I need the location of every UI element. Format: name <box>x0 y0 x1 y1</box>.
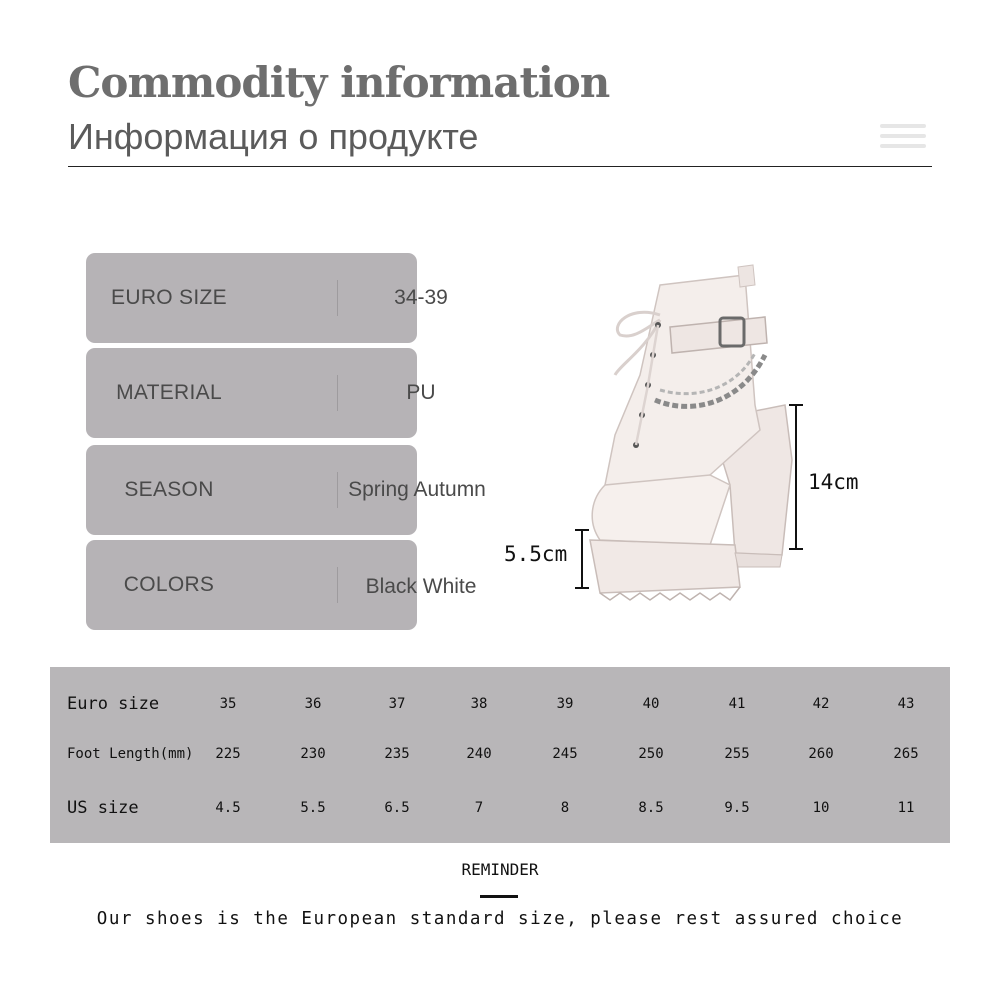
table-cell: 5.5 <box>300 800 326 816</box>
size-table <box>50 667 950 843</box>
boot-height-label: 14cm <box>808 470 859 494</box>
table-cell: 8 <box>560 800 570 816</box>
table-row <box>50 793 950 823</box>
spec-label: MATERIAL <box>116 381 222 404</box>
row-label: US size <box>67 798 139 818</box>
menu-icon[interactable] <box>880 124 926 150</box>
platform-marker <box>572 529 592 591</box>
table-cell: 255 <box>724 746 750 762</box>
table-cell: 240 <box>466 746 492 762</box>
row-label: Euro size <box>67 694 160 714</box>
table-cell: 8.5 <box>638 800 664 816</box>
spec-label: EURO SIZE <box>111 286 227 309</box>
table-cell: 4.5 <box>215 800 241 816</box>
table-cell: 250 <box>638 746 664 762</box>
table-cell: 11 <box>897 800 915 816</box>
table-cell: 235 <box>384 746 410 762</box>
table-cell: 41 <box>728 696 746 712</box>
row-label: Foot Length(mm) <box>67 746 194 762</box>
spec-value: PU <box>406 381 436 404</box>
table-cell: 10 <box>812 800 830 816</box>
table-cell: 245 <box>552 746 578 762</box>
spec-label: SEASON <box>124 478 214 501</box>
header-divider <box>68 166 932 167</box>
height-marker <box>786 404 806 552</box>
spec-material <box>86 348 436 438</box>
page-title: Commodity information <box>68 58 610 107</box>
table-cell: 225 <box>215 746 241 762</box>
table-cell: 9.5 <box>724 800 750 816</box>
spec-value: 34-39 <box>394 286 448 309</box>
spec-colors <box>86 540 477 630</box>
table-cell: 260 <box>808 746 834 762</box>
table-cell: 43 <box>897 696 915 712</box>
reminder-title: REMINDER <box>461 860 539 879</box>
table-cell: 36 <box>304 696 322 712</box>
page-subtitle: Информация о продукте <box>68 116 479 157</box>
spec-label: COLORS <box>123 573 215 596</box>
table-cell: 230 <box>300 746 326 762</box>
table-cell: 265 <box>893 746 919 762</box>
table-cell: 42 <box>812 696 830 712</box>
reminder-text: Our shoes is the European standard size, please rest assured choice <box>96 909 904 929</box>
table-row <box>50 739 950 769</box>
boot-image <box>560 255 820 615</box>
spec-value: Spring Autumn <box>348 478 486 501</box>
table-cell: 37 <box>388 696 406 712</box>
table-cell: 6.5 <box>384 800 410 816</box>
table-cell: 38 <box>470 696 488 712</box>
table-cell: 40 <box>642 696 660 712</box>
table-cell: 35 <box>219 696 237 712</box>
spec-season <box>86 445 486 535</box>
platform-height-label: 5.5cm <box>504 542 568 566</box>
spec-euro-size <box>86 253 448 343</box>
spec-value: Black White <box>365 575 477 598</box>
table-cell: 7 <box>474 800 484 816</box>
reminder-underline <box>480 895 518 898</box>
table-row <box>50 689 950 719</box>
table-cell: 39 <box>556 696 574 712</box>
